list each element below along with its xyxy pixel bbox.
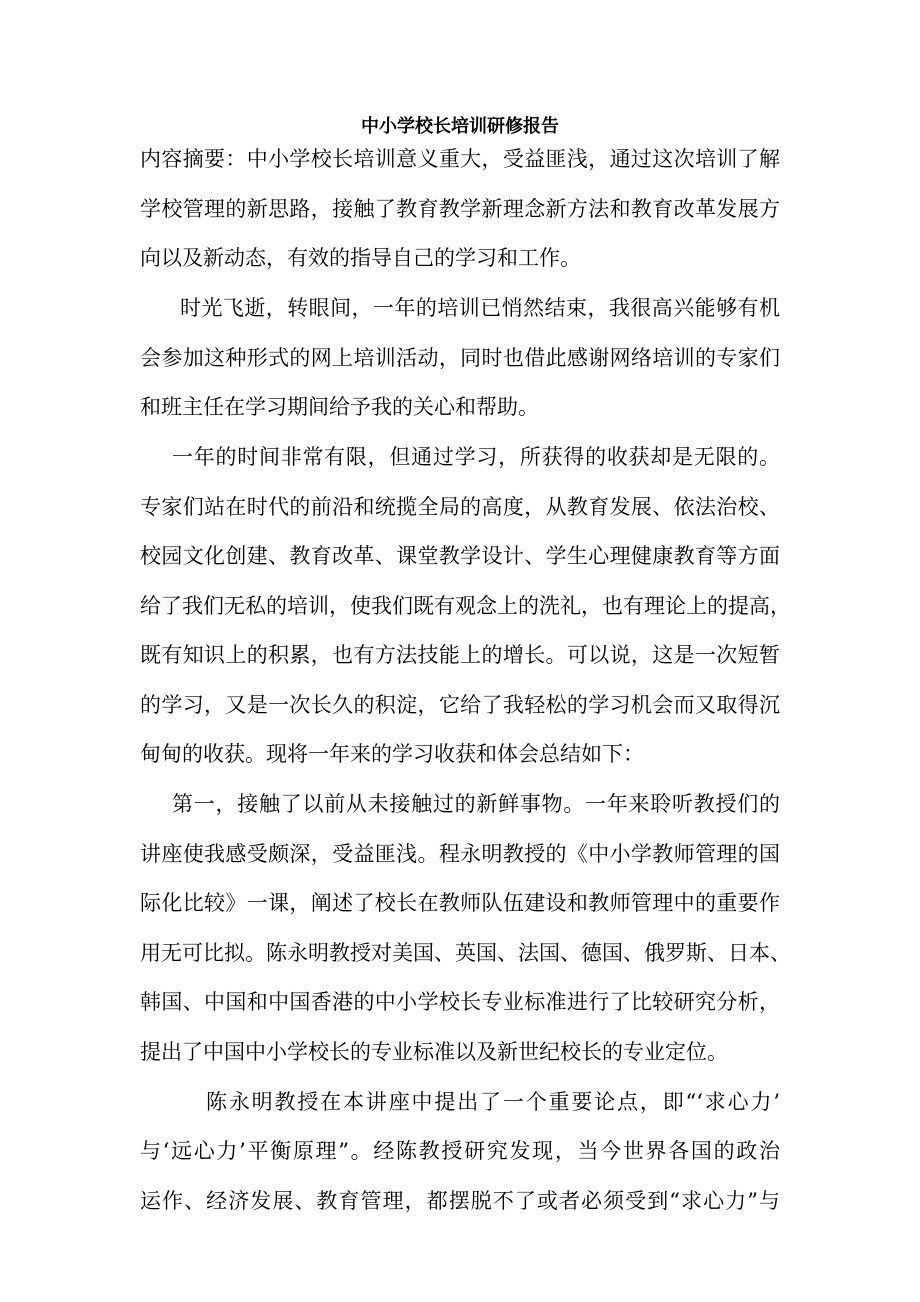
paragraph-line: 学校管理的新思路，接触了教育教学新理念新方法和教育改革发展方	[140, 197, 780, 221]
paragraph-line: 讲座使我感受颇深，受益匪浅。程永明教授的《中小学教师管理的国	[140, 842, 780, 866]
paragraph-line: 校园文化创建、教育改革、课堂教学设计、学生心理健康教育等方面	[140, 544, 780, 568]
paragraph-line: 会参加这种形式的网上培训活动，同时也借此感谢网络培训的专家们	[140, 346, 780, 370]
paragraph-line: 际化比较》一课，阐述了校长在教师队伍建设和教师管理中的重要作	[140, 891, 780, 915]
paragraph-line: 给了我们无私的培训，使我们既有观念上的洗礼，也有理论上的提高，	[140, 594, 791, 618]
paragraph-line: 既有知识上的积累，也有方法技能上的增长。可以说，这是一次短暂	[140, 643, 780, 667]
paragraph-line: 与‘远心力’平衡原理”。经陈教授研究发现，当今世界各国的政治	[140, 1139, 780, 1163]
paragraph-line: 专家们站在时代的前沿和统揽全局的高度，从教育发展、依法治校、	[140, 495, 780, 519]
paragraph-line: 内容摘要：中小学校长培训意义重大，受益匪浅，通过这次培训了解	[140, 147, 780, 171]
paragraph-line: 向以及新动态，有效的指导自己的学习和工作。	[140, 246, 581, 270]
paragraph-line: 用无可比拟。陈永明教授对美国、英国、法国、德国、俄罗斯、日本、	[140, 941, 791, 965]
paragraph-line: 时光飞逝，转眼间，一年的培训已悄然结束，我很高兴能够有机	[180, 296, 780, 320]
paragraph-line: 和班主任在学习期间给予我的关心和帮助。	[140, 395, 539, 419]
paragraph-line: 运作、经济发展、教育管理，都摆脱不了或者必须受到“求心力”与	[140, 1189, 780, 1213]
paragraph-line: 韩国、中国和中国香港的中小学校长专业标准进行了比较研究分析，	[140, 990, 780, 1014]
paragraph-line: 的学习，又是一次长久的积淀，它给了我轻松的学习机会而又取得沉	[140, 693, 780, 717]
paragraph-line: 甸甸的收获。现将一年来的学习收获和体会总结如下：	[140, 742, 644, 766]
paragraph-line: 第一，接触了以前从未接触过的新鲜事物。一年来聆听教授们的	[172, 792, 780, 816]
document-title: 中小学校长培训研修报告	[361, 116, 559, 137]
paragraph-line: 提出了中国中小学校长的专业标准以及新世纪校长的专业定位。	[140, 1040, 728, 1064]
paragraph-line: 一年的时间非常有限，但通过学习，所获得的收获却是无限的。	[172, 445, 780, 469]
paragraph-line: 陈永明教授在本讲座中提出了一个重要论点，即“‘求心力’	[206, 1090, 780, 1114]
